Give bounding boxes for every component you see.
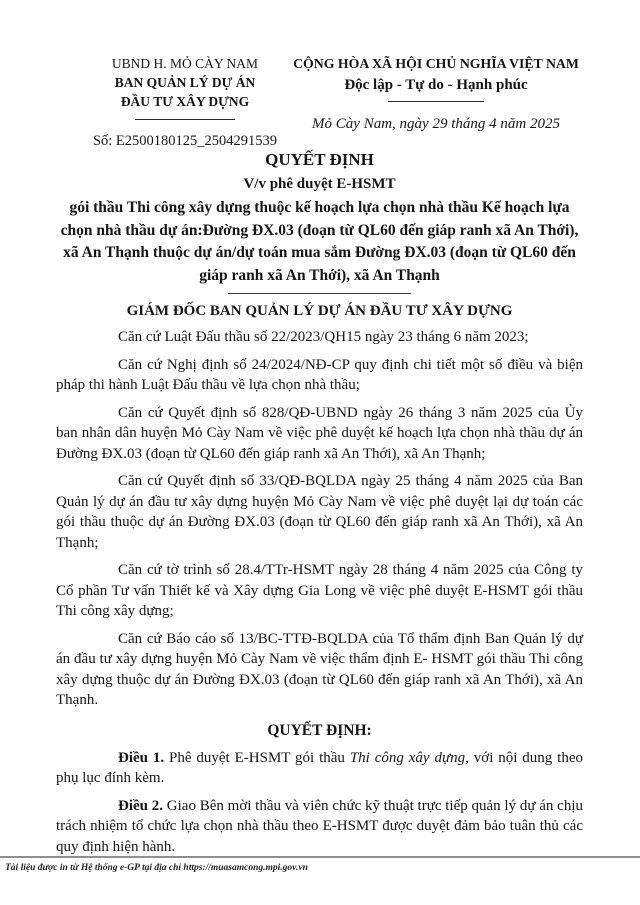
place-date-line: Mỏ Cày Nam, ngày 29 tháng 4 năm 2025 xyxy=(312,116,560,132)
decision-operative-heading: QUYẾT ĐỊNH: xyxy=(267,721,372,739)
footer-print-note: Tài liệu được in từ Hệ thống e-GP tại địa chỉ https://muasamcong.mpi.gov.vn xyxy=(5,863,308,873)
motto-divider xyxy=(388,101,484,102)
issuing-agency-block xyxy=(60,54,310,151)
article-2-paragraph xyxy=(56,796,583,858)
article-1-text-continued: với nội dung theo phụ lục đính kèm. xyxy=(56,749,583,786)
article-1-package-name: Thi công xây dựng, xyxy=(349,749,469,766)
recital-paragraph: Căn cứ tờ trình số 28.4/TTr-HSMT ngày 28 tháng 4 năm 2025 của Công ty Cổ phần Tư vấn Thiết kế và Xây dựng Gia Long về việc phê duyệt E-HSMT gói thầu Thi công xây dựng; xyxy=(56,562,583,619)
decision-subject: gói thầu Thi công xây dựng thuộc kế hoạch lựa chọn nhà thầu Kế hoạch lựa chọn nhà thầu dự án:Đường ĐX.03 (đoạn từ QL60 đến giáp ranh xã An Thới), xã An Thạnh thuộc dự án/dự toán mua sắm Đường ĐX.03 (đoạn từ QL60 đến giáp ranh xã An Thới), xã An Thạnh xyxy=(60,199,579,284)
decision-subtitle: V/v phê duyệt E-HSMT xyxy=(243,176,396,192)
article-1-label: Điều 1. xyxy=(118,749,165,766)
recital-paragraph: Căn cứ Quyết định số 828/QĐ-UBND ngày 26 tháng 3 năm 2025 của Ủy ban nhân dân huyện Mỏ Cày Nam về việc phê duyệt kế hoạch lựa chọn nhà thầu dự án Đường ĐX.03 (đoạn từ QL60 đến giáp ranh xã An Thới), xã An Thạnh; xyxy=(56,404,583,462)
agency-name-line2: ĐẦU TƯ XÂY DỰNG xyxy=(120,94,250,109)
decision-title: QUYẾT ĐỊNH xyxy=(265,150,374,169)
article-1-text: Phê duyệt E-HSMT gói thầu xyxy=(164,749,350,766)
recital-paragraph: Căn cứ Báo cáo số 13/BC-TTĐ-BQLDA của Tổ thẩm định Ban Quản lý dự án đầu tư xây dựng huyện Mỏ Cày Nam về việc thẩm định E- HSMT gói thầu Thi công xây dựng thuộc dự án Đường ĐX.03 (đoạn từ QL60 đến giáp ranh xã An Thới), xã An Thạnh. xyxy=(56,630,583,708)
document-body xyxy=(56,150,583,857)
agency-name-line1: BAN QUẢN LÝ DỰ ÁN xyxy=(114,75,256,90)
national-motto-block xyxy=(283,54,589,134)
recital-paragraph: Căn cứ Quyết định số 33/QĐ-BQLDA ngày 25 tháng 4 năm 2025 của Ban Quản lý dự án đầu tư xây dựng huyện Mỏ Cày Nam về việc phê duyệt lại dự toán các gói thầu thuộc dự án Đường ĐX.03 (đoạn từ QL60 đến giáp ranh xã An Thới), xã An Thạnh; xyxy=(56,473,583,551)
agency-parent-org: UBND H. MỎ CÀY NAM xyxy=(111,56,259,71)
article-2-text: Giao Bên mời thầu và viên chức kỹ thuật trực tiếp quản lý dự án chịu trách nhiệm tổ chức lựa chọn nhà thầu theo E-HSMT được duyệt đảm bảo tuân thủ các quy định hiện hành. xyxy=(56,797,584,855)
recital-paragraph: Căn cứ Nghị định số 24/2024/NĐ-CP quy định chi tiết một số điều và biện pháp thi hành Luật Đấu thầu về lựa chọn nhà thầu; xyxy=(56,356,583,393)
article-1-paragraph xyxy=(56,748,583,789)
recital-paragraph: Căn cứ Luật Đấu thầu số 22/2023/QH15 ngày 23 tháng 6 năm 2023; xyxy=(118,329,529,345)
title-divider xyxy=(228,293,411,294)
footer-divider xyxy=(0,856,640,858)
national-motto: Độc lập - Tự do - Hạnh phúc xyxy=(344,77,528,93)
country-name: CỘNG HÒA XÃ HỘI CHỦ NGHĨA VIỆT NAM xyxy=(293,56,579,71)
document-number: Số: E2500180125_2504291539 xyxy=(92,133,278,149)
agency-divider xyxy=(135,119,235,120)
issuer-heading: GIÁM ĐỐC BAN QUẢN LÝ DỰ ÁN ĐẦU TƯ XÂY DỰNG xyxy=(126,303,513,319)
article-2-label: Điều 2. xyxy=(118,797,164,814)
